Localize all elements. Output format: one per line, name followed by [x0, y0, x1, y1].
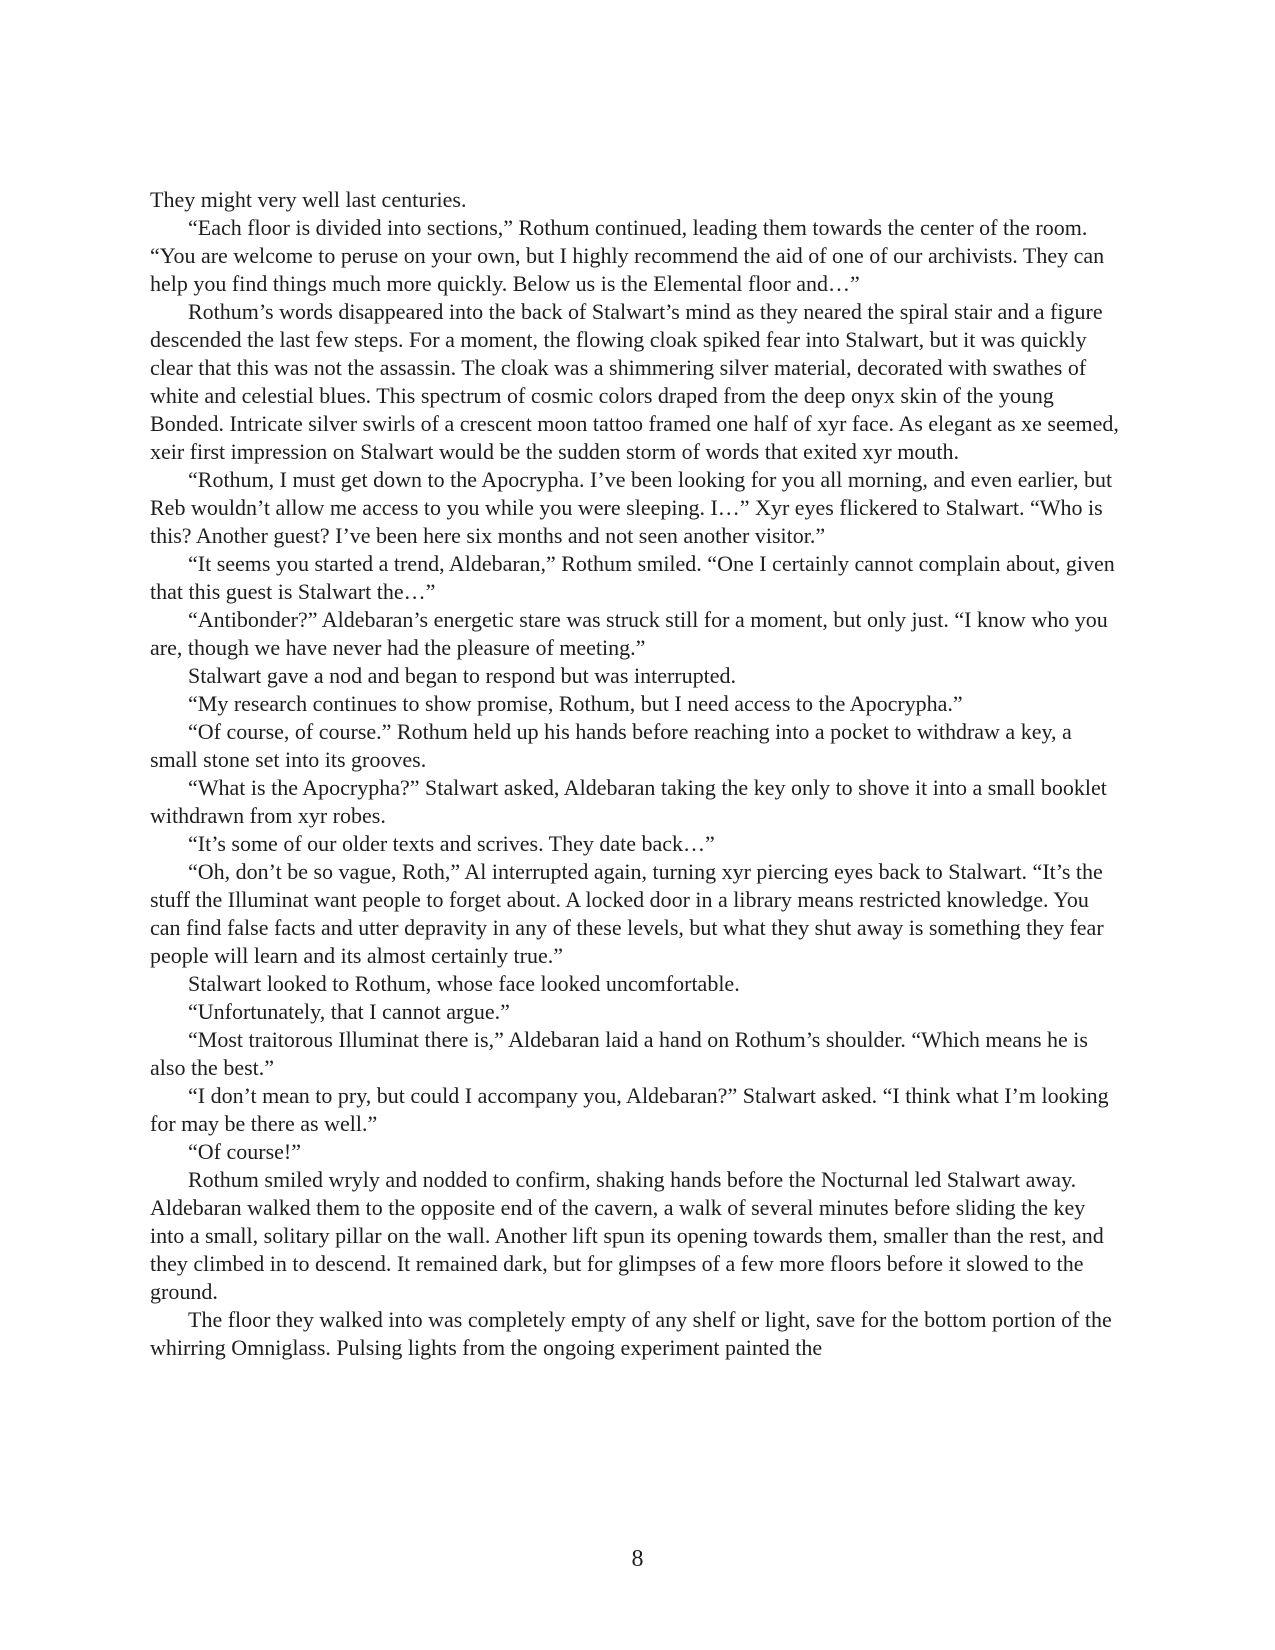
paragraph: “It seems you started a trend, Aldebaran,” Rothum smiled. “One I certainly cannot complain about, given that this guest is Stalwart the…”	[150, 551, 1115, 604]
paragraph: “Of course!”	[188, 1139, 301, 1164]
paragraph: Stalwart gave a nod and began to respond but was interrupted.	[188, 663, 737, 688]
paragraph: “Most traitorous Illuminat there is,” Aldebaran laid a hand on Rothum’s shoulder. “Which means he is also the best.”	[150, 1027, 1088, 1080]
paragraph: “Antibonder?” Aldebaran’s energetic stare was struck still for a moment, but only just. “I know who you are, though we have never had the pleasure of meeting.”	[150, 607, 1108, 660]
paragraph: “What is the Apocrypha?” Stalwart asked, Aldebaran taking the key only to shove it into a small booklet withdrawn from xyr robes.	[150, 775, 1107, 828]
paragraph: “Oh, don’t be so vague, Roth,” Al interrupted again, turning xyr piercing eyes back to Stalwart. “It’s the stuff the Illuminat want people to forget about. A locked door in a library means restricted knowledge. You can find false facts and utter depravity in any of these levels, but what they shut away is something they fear people will learn and its almost certainly true.”	[150, 859, 1104, 968]
paragraph: Rothum’s words disappeared into the back of Stalwart’s mind as they neared the spiral stair and a figure descended the last few steps. For a moment, the flowing cloak spiked fear into Stalwart, but it was quickly clear that this was not the assassin. The cloak was a shimmering silver material, decorated with swathes of white and celestial blues. This spectrum of cosmic colors draped from the deep onyx skin of the young Bonded. Intricate silver swirls of a crescent moon tattoo framed one half of xyr face. As elegant as xe seemed, xeir first impression on Stalwart would be the sudden storm of words that exited xyr mouth.	[150, 299, 1119, 464]
page-body-text	[150, 186, 1120, 1362]
page-number: 8	[631, 1546, 644, 1572]
paragraph: Stalwart looked to Rothum, whose face looked uncomfortable.	[188, 971, 740, 996]
paragraph: “It’s some of our older texts and scrives. They date back…”	[188, 831, 715, 856]
paragraph: The floor they walked into was completely empty of any shelf or light, save for the bottom portion of the whirring Omniglass. Pulsing lights from the ongoing experiment painted the	[150, 1307, 1112, 1360]
paragraph: Rothum smiled wryly and nodded to confirm, shaking hands before the Nocturnal led Stalwart away. Aldebaran walked them to the opposite end of the cavern, a walk of several minutes before sliding the key into a small, solitary pillar on the wall. Another lift spun its opening towards them, smaller than the rest, and they climbed in to descend. It remained dark, but for glimpses of a few more floors before it slowed to the ground.	[150, 1167, 1104, 1304]
paragraph: “Of course, of course.” Rothum held up his hands before reaching into a pocket to withdraw a key, a small stone set into its grooves.	[150, 719, 1072, 772]
paragraph: “I don’t mean to pry, but could I accompany you, Aldebaran?” Stalwart asked. “I think what I’m looking for may be there as well.”	[150, 1083, 1109, 1136]
paragraph: “Unfortunately, that I cannot argue.”	[188, 999, 510, 1024]
paragraph: They might very well last centuries.	[150, 187, 467, 212]
paragraph: “Rothum, I must get down to the Apocrypha. I’ve been looking for you all morning, and even earlier, but Reb wouldn’t allow me access to you while you were sleeping. I…” Xyr eyes flickered to Stalwart. “Who is this? Another guest? I’ve been here six months and not seen another visitor.”	[150, 467, 1113, 548]
paragraph: “My research continues to show promise, Rothum, but I need access to the Apocrypha.”	[188, 691, 963, 716]
paragraph: “Each floor is divided into sections,” Rothum continued, leading them towards the center of the room. “You are welcome to peruse on your own, but I highly recommend the aid of one of our archivists. They can help you find things much more quickly. Below us is the Elemental floor and…”	[150, 215, 1105, 296]
